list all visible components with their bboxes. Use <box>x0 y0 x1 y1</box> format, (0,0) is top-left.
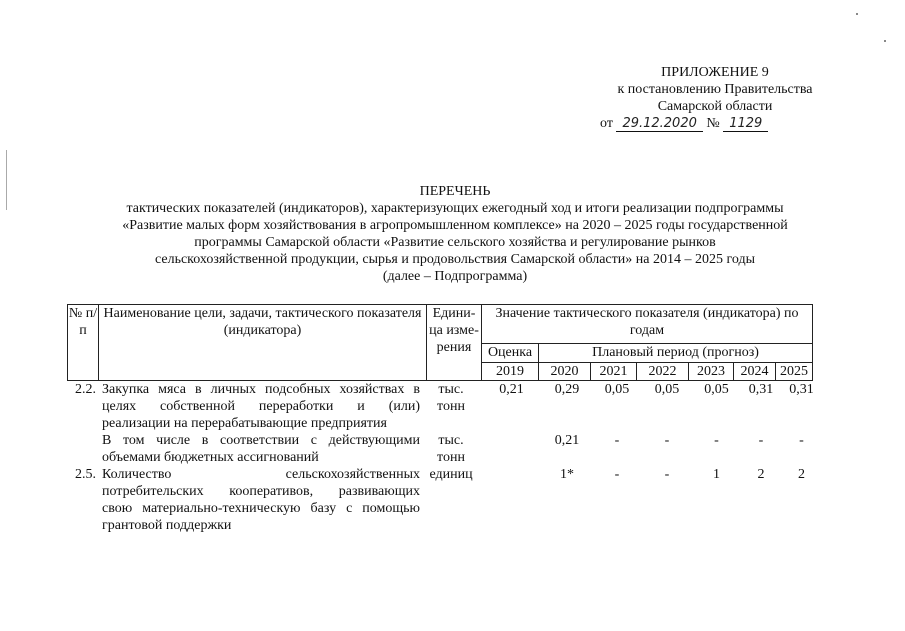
date-prefix: от <box>600 116 613 131</box>
row-value: 0,05 <box>704 382 729 397</box>
row-name-line: Закупка мяса в личных подсобных хозяйствах в <box>102 382 420 397</box>
appendix-signature-line <box>590 115 840 132</box>
appendix-line-2: Самарской области <box>657 99 773 114</box>
row-value: - <box>714 433 719 448</box>
header-year: 2022 <box>637 363 689 381</box>
row-name-line: В том числе в соответствии с действующими <box>102 433 420 448</box>
row-value: 1* <box>560 467 574 482</box>
appendix-line-1: к постановлению Правительства <box>617 82 813 97</box>
row-value: - <box>664 433 670 448</box>
row-num: 2.5. <box>75 467 96 482</box>
row-name-line: объемами бюджетных ассигнований <box>102 450 319 465</box>
heading-line: сельскохозяйственной продукции, сырья и продовольствия Самарской области» на 2014 – 2025 годы <box>155 252 755 267</box>
row-name <box>102 466 420 534</box>
row-name <box>102 381 420 432</box>
row-value: 2 <box>798 467 805 482</box>
header-unit: Едини- ца изме- рения <box>427 305 482 381</box>
row-name-line: Количество сельскохозяйственных <box>102 467 420 482</box>
row-value: - <box>614 433 620 448</box>
row-name-line: целях собственной переработки и (или) <box>102 399 420 414</box>
row-name-line: свою материально-техническую базу с помощью <box>102 501 420 516</box>
header-year: 2024 <box>734 363 776 381</box>
row-unit: тыс. тонн <box>437 382 465 414</box>
header-year: 2019 <box>482 363 539 381</box>
row-name-line: реализации на перерабатывающие предприятия <box>102 416 387 431</box>
scan-mark <box>6 150 7 210</box>
date-handwritten: 29.12.2020 <box>616 116 702 132</box>
row-value: 2 <box>757 467 765 482</box>
header-name: Наименование цели, задачи, тактического показателя (индикатора) <box>99 305 427 381</box>
table-row <box>67 466 827 534</box>
scan-mark <box>856 13 858 15</box>
heading-line: тактических показателей (индикаторов), характеризующих ежегодный ход и итоги реализации подпрограммы <box>126 201 784 216</box>
header-year: 2025 <box>776 363 813 381</box>
row-value: 0,29 <box>554 382 580 397</box>
header-estimate: Оценка <box>482 344 539 363</box>
header-year: 2020 <box>539 363 591 381</box>
indicator-table-body <box>67 381 827 534</box>
indicator-table-header <box>67 304 813 381</box>
row-value: 0,05 <box>604 382 630 397</box>
row-value: 0,31 <box>748 382 774 397</box>
table-row <box>67 381 827 432</box>
row-value: - <box>664 467 670 482</box>
row-value: 0,05 <box>654 382 680 397</box>
row-name <box>102 432 420 466</box>
row-value: - <box>614 467 620 482</box>
scan-mark <box>884 40 886 42</box>
appendix-title: ПРИЛОЖЕНИЕ 9 <box>661 65 769 80</box>
table-row <box>67 432 827 466</box>
heading-line: программы Самарской области «Развитие сельского хозяйства и регулирование рынков <box>194 235 716 250</box>
row-value: 0,31 <box>789 382 814 397</box>
row-name-line: потребительских кооперативов, развивающих <box>102 484 420 499</box>
header-num: № п/п <box>68 305 99 381</box>
number-handwritten: 1129 <box>723 116 768 132</box>
row-unit: единиц <box>429 467 473 482</box>
header-value: Значение тактического показателя (индикатора) по годам <box>482 305 813 344</box>
appendix-block <box>590 64 840 132</box>
header-plan: Плановый период (прогноз) <box>539 344 813 363</box>
row-name-line: грантовой поддержки <box>102 518 232 533</box>
header-year: 2023 <box>689 363 734 381</box>
row-value: 1 <box>713 467 720 482</box>
row-value: 0,21 <box>499 382 524 397</box>
heading-title: ПЕРЕЧЕНЬ <box>419 184 491 199</box>
row-num: 2.2. <box>75 382 96 397</box>
number-prefix: № <box>706 116 720 131</box>
heading-line: «Развитие малых форм хозяйствования в агропромышленном комплексе» на 2020 – 2025 годы государственной <box>122 218 788 233</box>
row-value: 0,21 <box>554 433 580 448</box>
heading-line: (далее – Подпрограмма) <box>382 269 528 284</box>
document-heading <box>60 183 850 285</box>
row-value: - <box>799 433 804 448</box>
header-year: 2021 <box>591 363 637 381</box>
row-unit: тыс. тонн <box>437 433 465 465</box>
row-value: - <box>758 433 764 448</box>
